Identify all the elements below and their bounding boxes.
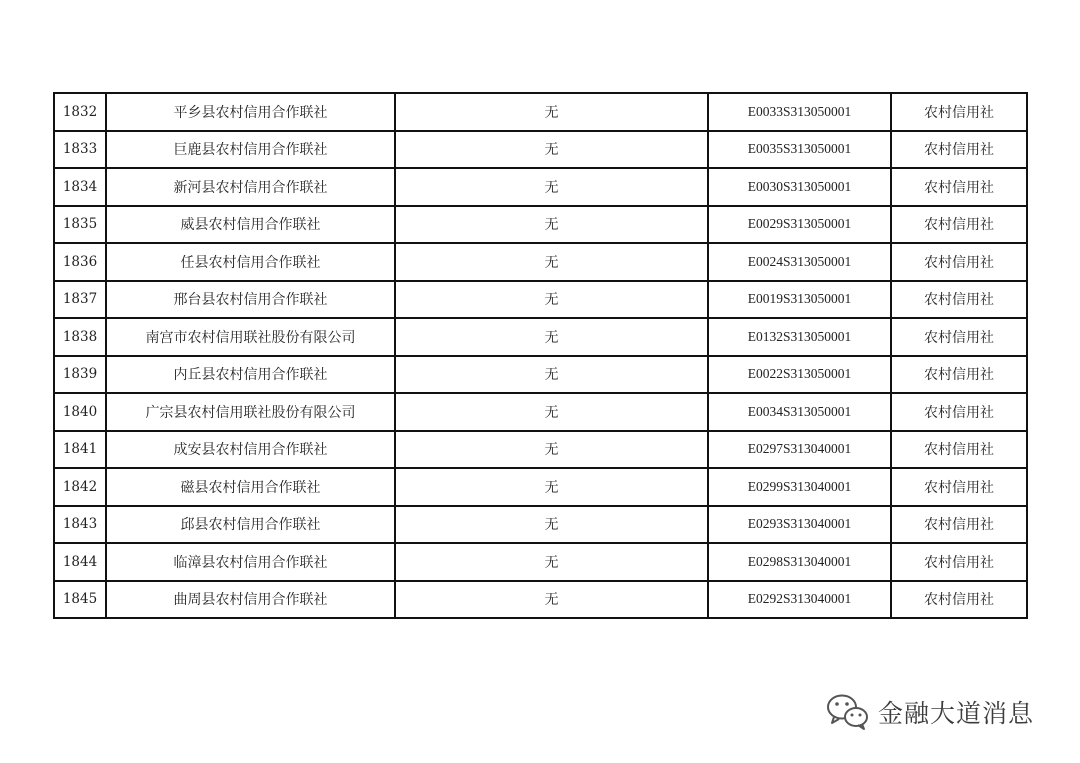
institution-type: 农村信用社: [891, 468, 1027, 506]
row-number: 1834: [54, 168, 106, 206]
row-number: 1841: [54, 431, 106, 469]
previous-name: 无: [395, 281, 708, 319]
institution-type: 农村信用社: [891, 168, 1027, 206]
previous-name: 无: [395, 243, 708, 281]
previous-name: 无: [395, 131, 708, 169]
institution-table: [53, 92, 1028, 619]
institution-type: 农村信用社: [891, 431, 1027, 469]
institution-type: 农村信用社: [891, 506, 1027, 544]
institution-code: E0022S313050001: [708, 356, 891, 394]
row-number: 1840: [54, 393, 106, 431]
table-row: [54, 431, 1027, 469]
row-number: 1833: [54, 131, 106, 169]
institution-code: E0293S313040001: [708, 506, 891, 544]
row-number: 1839: [54, 356, 106, 394]
table-row: [54, 206, 1027, 244]
previous-name: 无: [395, 206, 708, 244]
table-row: [54, 543, 1027, 581]
institution-name: 磁县农村信用合作联社: [106, 468, 395, 506]
previous-name: 无: [395, 393, 708, 431]
row-number: 1843: [54, 506, 106, 544]
institution-code: E0030S313050001: [708, 168, 891, 206]
institution-type: 农村信用社: [891, 581, 1027, 619]
institution-code: E0299S313040001: [708, 468, 891, 506]
institution-type: 农村信用社: [891, 131, 1027, 169]
table-body: [54, 93, 1027, 618]
institution-type: 农村信用社: [891, 356, 1027, 394]
institution-type: 农村信用社: [891, 281, 1027, 319]
institution-type: 农村信用社: [891, 243, 1027, 281]
table-row: [54, 168, 1027, 206]
table-row: [54, 243, 1027, 281]
previous-name: 无: [395, 506, 708, 544]
watermark-text: 金融大道消息: [878, 699, 1035, 728]
institution-code: E0292S313040001: [708, 581, 891, 619]
row-number: 1838: [54, 318, 106, 356]
table-row: [54, 468, 1027, 506]
institution-name: 南宫市农村信用联社股份有限公司: [106, 318, 395, 356]
institution-code: E0132S313050001: [708, 318, 891, 356]
institution-name: 巨鹿县农村信用合作联社: [106, 131, 395, 169]
institution-code: E0024S313050001: [708, 243, 891, 281]
table-row: [54, 393, 1027, 431]
row-number: 1836: [54, 243, 106, 281]
institution-name: 广宗县农村信用联社股份有限公司: [106, 393, 395, 431]
previous-name: 无: [395, 581, 708, 619]
institution-name: 新河县农村信用合作联社: [106, 168, 395, 206]
row-number: 1832: [54, 93, 106, 131]
institution-type: 农村信用社: [891, 543, 1027, 581]
row-number: 1842: [54, 468, 106, 506]
table-row: [54, 356, 1027, 394]
institution-name: 成安县农村信用合作联社: [106, 431, 395, 469]
row-number: 1835: [54, 206, 106, 244]
previous-name: 无: [395, 318, 708, 356]
institution-name: 威县农村信用合作联社: [106, 206, 395, 244]
row-number: 1845: [54, 581, 106, 619]
institution-code: E0034S313050001: [708, 393, 891, 431]
previous-name: 无: [395, 431, 708, 469]
previous-name: 无: [395, 168, 708, 206]
previous-name: 无: [395, 356, 708, 394]
previous-name: 无: [395, 543, 708, 581]
institution-type: 农村信用社: [891, 318, 1027, 356]
institution-name: 邱县农村信用合作联社: [106, 506, 395, 544]
institution-code: E0297S313040001: [708, 431, 891, 469]
institution-type: 农村信用社: [891, 393, 1027, 431]
institution-name: 平乡县农村信用合作联社: [106, 93, 395, 131]
table-row: [54, 281, 1027, 319]
institution-name: 邢台县农村信用合作联社: [106, 281, 395, 319]
watermark: [826, 692, 1034, 732]
row-number: 1844: [54, 543, 106, 581]
institution-name: 临漳县农村信用合作联社: [106, 543, 395, 581]
institution-code: E0033S313050001: [708, 93, 891, 131]
row-number: 1837: [54, 281, 106, 319]
institution-code: E0298S313040001: [708, 543, 891, 581]
institution-name: 曲周县农村信用合作联社: [106, 581, 395, 619]
table-row: [54, 93, 1027, 131]
institution-type: 农村信用社: [891, 93, 1027, 131]
previous-name: 无: [395, 468, 708, 506]
institution-code: E0019S313050001: [708, 281, 891, 319]
table-row: [54, 581, 1027, 619]
table-row: [54, 506, 1027, 544]
table-row: [54, 318, 1027, 356]
institution-code: E0035S313050001: [708, 131, 891, 169]
wechat-icon: [826, 692, 870, 732]
institution-type: 农村信用社: [891, 206, 1027, 244]
table-row: [54, 131, 1027, 169]
institution-name: 内丘县农村信用合作联社: [106, 356, 395, 394]
institution-code: E0029S313050001: [708, 206, 891, 244]
previous-name: 无: [395, 93, 708, 131]
institution-name: 任县农村信用合作联社: [106, 243, 395, 281]
